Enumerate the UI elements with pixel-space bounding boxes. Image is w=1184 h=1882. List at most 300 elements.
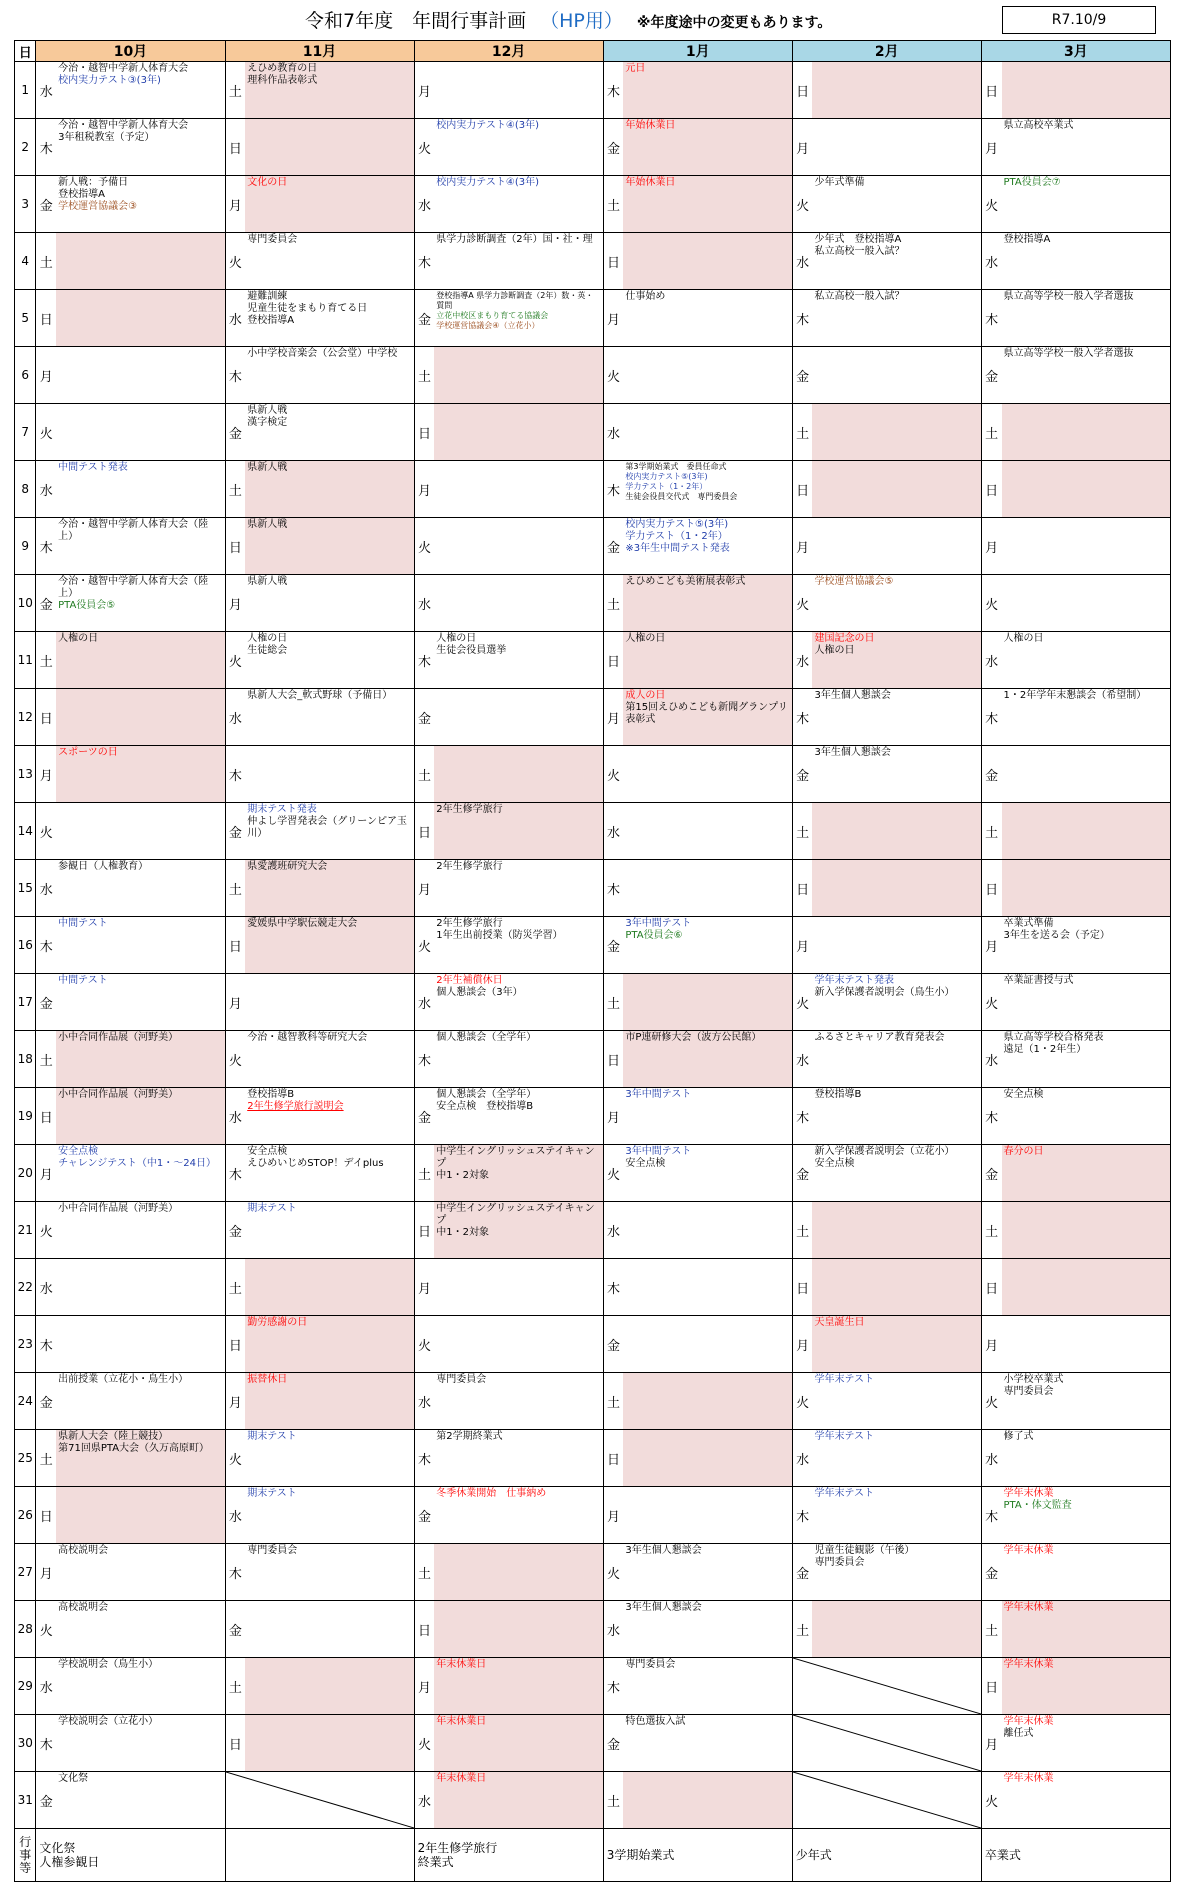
- event-text: 卒業式準備: [1003, 918, 1054, 929]
- weekday-2: 水: [792, 1031, 812, 1088]
- event-cell-2: [812, 404, 981, 461]
- event-cell-11: [245, 632, 414, 689]
- weekday-12: 土: [414, 746, 434, 803]
- calendar-row: [15, 746, 1171, 803]
- weekday-12: 月: [414, 62, 434, 119]
- event-text: 登校指導B: [247, 1089, 295, 1100]
- calendar-row: [15, 1316, 1171, 1373]
- weekday-12: 水: [414, 1373, 434, 1430]
- weekday-3: 火: [981, 974, 1001, 1031]
- event-cell-10: [56, 689, 225, 746]
- event-cell-11: [245, 62, 414, 119]
- event-cell-12: [434, 233, 603, 290]
- event-text: 安全点検: [1003, 1089, 1044, 1100]
- day-number: 4: [15, 233, 36, 290]
- weekday-12: 火: [414, 119, 434, 176]
- event-text: 年始休業日: [625, 177, 676, 188]
- event-cell-11: [245, 1031, 414, 1088]
- event-cell-2: [812, 1202, 981, 1259]
- event-cell-1: [623, 347, 792, 404]
- weekday-3: 月: [981, 1715, 1001, 1772]
- footer-event: 人権参観日: [39, 1855, 100, 1869]
- event-cell-1: [623, 1544, 792, 1601]
- weekday-11: 水: [225, 1088, 245, 1145]
- event-cell-10: [56, 575, 225, 632]
- event-text: 3年生個人懇談会: [814, 747, 891, 758]
- weekday-2: 金: [792, 1544, 812, 1601]
- event-cell-2: [812, 1430, 981, 1487]
- weekday-2: 木: [792, 689, 812, 746]
- weekday-2: 月: [792, 119, 812, 176]
- weekday-11: 火: [225, 632, 245, 689]
- calendar-row: [15, 632, 1171, 689]
- event-cell-11: [245, 1145, 414, 1202]
- weekday-1: 火: [603, 1544, 623, 1601]
- weekday-2: 土: [792, 1202, 812, 1259]
- event-cell-11: [245, 1544, 414, 1601]
- event-text: 第2学期終業式: [436, 1431, 503, 1442]
- event-cell-2: [812, 746, 981, 803]
- event-text: 勤労感謝の日: [247, 1317, 308, 1328]
- weekday-3: 日: [981, 1259, 1001, 1316]
- header-month-12: 12月: [414, 41, 603, 62]
- weekday-2: 金: [792, 1145, 812, 1202]
- event-cell-10: [56, 1145, 225, 1202]
- weekday-11: 金: [225, 404, 245, 461]
- event-text: 学校説明会（立花小）: [58, 1716, 159, 1727]
- event-cell-1: [623, 176, 792, 233]
- weekday-3: 水: [981, 1031, 1001, 1088]
- weekday-12: 火: [414, 1715, 434, 1772]
- day-number: 1: [15, 62, 36, 119]
- event-text: 修了式: [1003, 1431, 1034, 1442]
- event-text: 県新人戦: [247, 576, 288, 587]
- day-number: 8: [15, 461, 36, 518]
- event-cell-11: [245, 746, 414, 803]
- weekday-10: 木: [36, 518, 56, 575]
- weekday-12: 木: [414, 233, 434, 290]
- event-cell-10: [56, 461, 225, 518]
- weekday-11: 金: [225, 1601, 245, 1658]
- weekday-3: 土: [981, 1601, 1001, 1658]
- weekday-11: 月: [225, 974, 245, 1031]
- event-cell-12: [434, 1487, 603, 1544]
- event-text: 学年末休業: [1003, 1602, 1054, 1613]
- weekday-1: 土: [603, 974, 623, 1031]
- event-cell-10: [56, 803, 225, 860]
- event-text: 学力テスト（1・2年）: [625, 482, 708, 491]
- event-text: 第71回県PTA大会（久万高原町）: [58, 1443, 210, 1454]
- weekday-3: 火: [981, 1373, 1001, 1430]
- calendar-row: [15, 1373, 1171, 1430]
- event-text: 卒業証書授与式: [1003, 975, 1074, 986]
- weekday-1: 月: [603, 1487, 623, 1544]
- event-cell-10: [56, 1658, 225, 1715]
- weekday-12: 金: [414, 1487, 434, 1544]
- event-cell-10: [56, 1088, 225, 1145]
- event-text: 期末テスト発表: [247, 804, 317, 815]
- event-cell-11: [245, 917, 414, 974]
- day-number: 2: [15, 119, 36, 176]
- event-cell-10: [56, 119, 225, 176]
- weekday-10: 水: [36, 62, 56, 119]
- event-text: 3年生個人懇談会: [814, 690, 891, 701]
- weekday-11: 木: [225, 746, 245, 803]
- weekday-1: 土: [603, 176, 623, 233]
- event-text: 今治・越智中学新人体育大会: [58, 63, 189, 74]
- event-cell-12: [434, 1658, 603, 1715]
- header-month-3: 3月: [981, 41, 1170, 62]
- event-cell-1: [623, 1430, 792, 1487]
- weekday-11: 火: [225, 1031, 245, 1088]
- day-number: 26: [15, 1487, 36, 1544]
- event-cell-3: [1002, 632, 1171, 689]
- event-cell-12: [434, 1202, 603, 1259]
- event-text: 校内実力テスト⑤(3年): [625, 519, 729, 530]
- event-text: 新入学保護者説明会（立花小）: [814, 1146, 955, 1157]
- event-cell-3: [1002, 62, 1171, 119]
- event-cell-2: [812, 575, 981, 632]
- weekday-1: 土: [603, 1373, 623, 1430]
- event-cell-3: [1002, 917, 1171, 974]
- weekday-2: 火: [792, 176, 812, 233]
- event-cell-1: [623, 233, 792, 290]
- event-text: 愛媛県中学駅伝競走大会: [247, 918, 358, 929]
- event-cell-10: [56, 1259, 225, 1316]
- weekday-11: 土: [225, 1658, 245, 1715]
- weekday-10: 日: [36, 689, 56, 746]
- weekday-3: 月: [981, 518, 1001, 575]
- event-cell-12: [434, 1031, 603, 1088]
- event-cell-2: [812, 974, 981, 1031]
- event-cell-11: [245, 290, 414, 347]
- event-cell-1: [623, 1601, 792, 1658]
- event-cell-11: [245, 1088, 414, 1145]
- event-cell-12: [434, 1259, 603, 1316]
- event-text: 3年中間テスト: [625, 1146, 692, 1157]
- event-text: チャレンジテスト（中1・～24日）: [58, 1158, 216, 1169]
- event-text: 年末休業日: [436, 1716, 487, 1727]
- unused-date-cell: [792, 1772, 981, 1829]
- calendar-row: [15, 404, 1171, 461]
- weekday-1: 金: [603, 119, 623, 176]
- event-cell-2: [812, 1487, 981, 1544]
- event-text: 3年中間テスト: [625, 1089, 692, 1100]
- event-cell-1: [623, 1259, 792, 1316]
- event-cell-3: [1002, 1202, 1171, 1259]
- event-cell-1: [623, 1202, 792, 1259]
- calendar-row: [15, 518, 1171, 575]
- event-cell-1: [623, 1088, 792, 1145]
- event-text: 安全点検: [58, 1146, 99, 1157]
- header-month-1: 1月: [603, 41, 792, 62]
- event-text: 専門委員会: [1003, 1386, 1054, 1397]
- weekday-3: 木: [981, 290, 1001, 347]
- event-cell-1: [623, 518, 792, 575]
- weekday-12: 日: [414, 404, 434, 461]
- event-cell-1: [623, 1316, 792, 1373]
- event-text: 今治・越智教科等研究大会: [247, 1032, 368, 1043]
- event-text: 学年末テスト: [814, 1431, 875, 1442]
- day-number: 27: [15, 1544, 36, 1601]
- event-text: 立花中校区まもり育てる協議会: [436, 311, 549, 320]
- event-cell-12: [434, 119, 603, 176]
- calendar-row: [15, 575, 1171, 632]
- event-text: 県立高校卒業式: [1003, 120, 1074, 131]
- event-cell-11: [245, 1373, 414, 1430]
- footer-cell-3: [981, 1829, 1170, 1882]
- event-cell-10: [56, 1601, 225, 1658]
- event-cell-1: [623, 62, 792, 119]
- event-text: 県立高等学校合格発表: [1003, 1032, 1104, 1043]
- weekday-3: 月: [981, 119, 1001, 176]
- weekday-10: 金: [36, 176, 56, 233]
- event-cell-3: [1002, 461, 1171, 518]
- weekday-3: 水: [981, 1430, 1001, 1487]
- calendar-row: [15, 1031, 1171, 1088]
- weekday-3: 水: [981, 233, 1001, 290]
- event-cell-1: [623, 290, 792, 347]
- weekday-1: 日: [603, 632, 623, 689]
- event-text: 3年租税教室（予定）: [58, 132, 155, 143]
- event-text: 遠足（1・2年生）: [1003, 1044, 1087, 1055]
- event-text: PTA役員会⑦: [1003, 177, 1061, 188]
- event-cell-2: [812, 461, 981, 518]
- page-title: [305, 6, 831, 33]
- weekday-11: 木: [225, 1145, 245, 1202]
- footer-label: [15, 1829, 36, 1882]
- weekday-11: 水: [225, 290, 245, 347]
- event-cell-3: [1002, 803, 1171, 860]
- event-text: 私立高校一般入試？: [814, 246, 905, 257]
- event-text: 少年式準備: [814, 177, 865, 188]
- weekday-3: 金: [981, 1145, 1001, 1202]
- weekday-11: 水: [225, 689, 245, 746]
- event-cell-3: [1002, 1373, 1171, 1430]
- footer-label-char: 事: [19, 1847, 32, 1862]
- weekday-2: 木: [792, 1088, 812, 1145]
- footer-event: 少年式: [795, 1848, 832, 1862]
- weekday-10: 金: [36, 1373, 56, 1430]
- weekday-2: 土: [792, 1601, 812, 1658]
- event-cell-2: [812, 290, 981, 347]
- event-text: 特色選抜入試: [625, 1716, 686, 1727]
- weekday-2: 火: [792, 1373, 812, 1430]
- event-cell-12: [434, 1145, 603, 1202]
- calendar-row: [15, 974, 1171, 1031]
- event-text: 登校指導B: [814, 1089, 862, 1100]
- day-number: 31: [15, 1772, 36, 1829]
- event-text: 安全点検: [625, 1158, 666, 1169]
- event-text: 生徒会役員選挙: [436, 645, 507, 656]
- event-text: 1年生出前授業（防災学習）: [436, 930, 563, 941]
- event-text: 参観日（人権教育）: [58, 861, 149, 872]
- calendar-row: [15, 119, 1171, 176]
- weekday-11: 土: [225, 860, 245, 917]
- weekday-1: 木: [603, 1259, 623, 1316]
- event-text: 2年生補償休日: [436, 975, 503, 986]
- event-text: 校内実力テスト④(3年): [436, 120, 540, 131]
- event-cell-12: [434, 518, 603, 575]
- weekday-12: 金: [414, 689, 434, 746]
- event-text: 建国記念の日: [814, 633, 875, 644]
- weekday-1: 土: [603, 575, 623, 632]
- event-text: 登校指導A: [247, 315, 295, 326]
- unused-date-cell: [225, 1772, 414, 1829]
- event-cell-1: [623, 632, 792, 689]
- weekday-12: 火: [414, 518, 434, 575]
- calendar-row: [15, 233, 1171, 290]
- weekday-10: 土: [36, 1031, 56, 1088]
- slash-line: [793, 1658, 981, 1714]
- event-text: 校内実力テスト③(3年): [58, 75, 161, 86]
- event-cell-10: [56, 1487, 225, 1544]
- event-text: 理科作品表彰式: [247, 75, 318, 86]
- event-text: 期末テスト: [247, 1431, 297, 1442]
- day-number: 6: [15, 347, 36, 404]
- weekday-10: 水: [36, 461, 56, 518]
- weekday-1: 金: [603, 518, 623, 575]
- event-text: 学年末休業: [1003, 1488, 1054, 1499]
- slash-line: [793, 1715, 981, 1771]
- footer-cell-10: [36, 1829, 225, 1882]
- weekday-10: 月: [36, 1145, 56, 1202]
- footer-cell-2: [792, 1829, 981, 1882]
- event-text: 天皇誕生日: [814, 1317, 865, 1328]
- weekday-11: 火: [225, 233, 245, 290]
- day-number: 7: [15, 404, 36, 461]
- event-cell-10: [56, 1316, 225, 1373]
- event-text: 学校説明会（鳥生小）: [58, 1659, 159, 1670]
- day-number: 9: [15, 518, 36, 575]
- event-cell-11: [245, 1430, 414, 1487]
- event-text: 漢字検定: [247, 417, 288, 428]
- event-text: 年末休業日: [436, 1659, 487, 1670]
- weekday-2: 火: [792, 974, 812, 1031]
- event-text: 期末テスト: [247, 1488, 297, 1499]
- event-text: 個人懇談会（3年）: [436, 987, 523, 998]
- weekday-2: 木: [792, 1487, 812, 1544]
- event-cell-11: [245, 803, 414, 860]
- event-text: 出前授業（立花小・鳥生小）: [58, 1374, 189, 1385]
- weekday-3: 金: [981, 347, 1001, 404]
- event-cell-3: [1002, 1772, 1171, 1829]
- weekday-10: 火: [36, 1202, 56, 1259]
- weekday-1: 金: [603, 917, 623, 974]
- event-text: 学校運営協議会③: [58, 201, 138, 212]
- weekday-12: 木: [414, 1430, 434, 1487]
- weekday-1: 土: [603, 1772, 623, 1829]
- weekday-2: 金: [792, 746, 812, 803]
- weekday-1: 木: [603, 461, 623, 518]
- event-cell-11: [245, 518, 414, 575]
- event-cell-10: [56, 1373, 225, 1430]
- event-cell-3: [1002, 1316, 1171, 1373]
- weekday-10: 水: [36, 1259, 56, 1316]
- event-cell-3: [1002, 518, 1171, 575]
- event-text: 校内実力テスト⑤(3年): [625, 472, 708, 481]
- weekday-3: 月: [981, 917, 1001, 974]
- event-cell-3: [1002, 974, 1171, 1031]
- revision-date: R7.10/9: [1002, 6, 1156, 34]
- slash-line: [226, 1772, 414, 1828]
- day-number: 3: [15, 176, 36, 233]
- event-cell-2: [812, 347, 981, 404]
- calendar-row: [15, 1601, 1171, 1658]
- weekday-11: 金: [225, 803, 245, 860]
- event-text: 学校運営協議会④（立花小）: [436, 321, 540, 330]
- weekday-11: 日: [225, 1715, 245, 1772]
- day-number: 10: [15, 575, 36, 632]
- event-text: 学年末テスト発表: [814, 975, 895, 986]
- event-text: 学年末テスト: [814, 1488, 875, 1499]
- weekday-3: 月: [981, 1316, 1001, 1373]
- event-cell-3: [1002, 689, 1171, 746]
- event-text: 今治・越智中学新人体育大会（陸上）: [58, 576, 209, 599]
- event-text: 専門委員会: [247, 1545, 298, 1556]
- footer-event: 終業式: [417, 1855, 454, 1869]
- event-text: 避難訓練: [247, 291, 288, 302]
- event-cell-10: [56, 632, 225, 689]
- event-cell-1: [623, 689, 792, 746]
- weekday-2: 日: [792, 860, 812, 917]
- weekday-12: 土: [414, 347, 434, 404]
- day-number: 17: [15, 974, 36, 1031]
- calendar-table: [14, 40, 1171, 1882]
- diagonal-slash: [793, 1772, 981, 1828]
- event-cell-12: [434, 347, 603, 404]
- event-cell-1: [623, 1031, 792, 1088]
- event-text: 1・2年学年末懇談会（希望制）: [1003, 690, 1147, 701]
- event-text: 登校指導A: [1003, 234, 1051, 245]
- event-text: 専門委員会: [625, 1659, 676, 1670]
- weekday-12: 日: [414, 1202, 434, 1259]
- event-cell-10: [56, 233, 225, 290]
- weekday-10: 月: [36, 347, 56, 404]
- event-cell-1: [623, 1772, 792, 1829]
- event-cell-10: [56, 1031, 225, 1088]
- weekday-1: 金: [603, 1715, 623, 1772]
- weekday-10: 日: [36, 1088, 56, 1145]
- footer-label-char: 行: [19, 1834, 32, 1849]
- event-text: 高校説明会: [58, 1602, 109, 1613]
- event-text: 個人懇談会（全学年）: [436, 1032, 537, 1043]
- calendar-row: [15, 1202, 1171, 1259]
- event-cell-3: [1002, 1145, 1171, 1202]
- weekday-10: 日: [36, 290, 56, 347]
- weekday-1: 月: [603, 1088, 623, 1145]
- event-cell-11: [245, 461, 414, 518]
- weekday-3: 火: [981, 176, 1001, 233]
- event-cell-3: [1002, 746, 1171, 803]
- calendar-row: [15, 1088, 1171, 1145]
- event-cell-12: [434, 1715, 603, 1772]
- event-cell-11: [245, 233, 414, 290]
- event-cell-1: [623, 1658, 792, 1715]
- event-cell-1: [623, 746, 792, 803]
- weekday-2: 金: [792, 347, 812, 404]
- event-cell-12: [434, 62, 603, 119]
- day-number: 11: [15, 632, 36, 689]
- day-number: 12: [15, 689, 36, 746]
- event-cell-10: [56, 1430, 225, 1487]
- event-text: 学校運営協議会⑤: [814, 576, 894, 587]
- event-cell-11: [245, 119, 414, 176]
- header-month-10: 10月: [36, 41, 225, 62]
- weekday-2: 土: [792, 803, 812, 860]
- header-day-label: 日: [15, 41, 36, 62]
- event-cell-11: [245, 1487, 414, 1544]
